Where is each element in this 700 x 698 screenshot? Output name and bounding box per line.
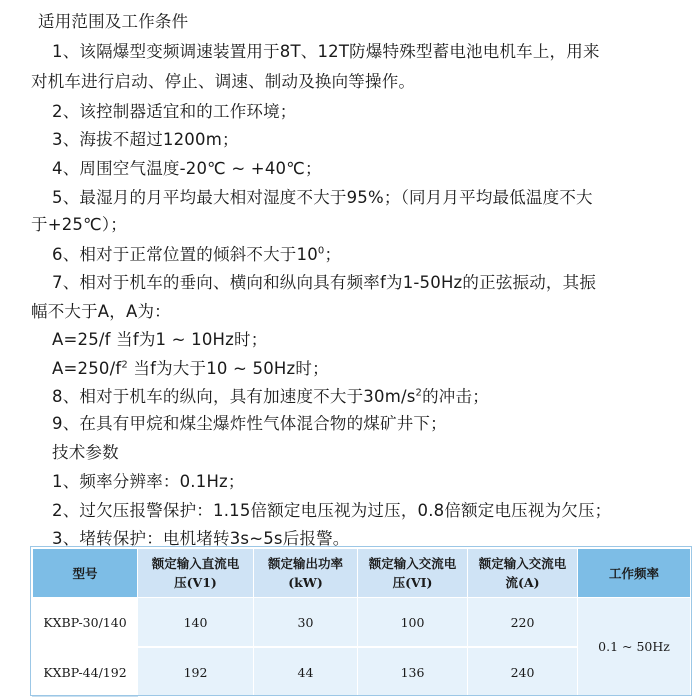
condition-7-line-1: 7、相对于机车的垂向、横向和纵向具有频率f为1-50Hz的正弦振动，其振: [52, 273, 597, 292]
header-ac-current-line-1: 额定输入交流电: [478, 556, 567, 571]
header-model: 型号: [33, 549, 138, 598]
tech-param-1: 1、频率分辨率：0.1Hz；: [52, 472, 245, 491]
cell-power: 44: [254, 647, 358, 697]
cell-model: KXBP-44/192: [33, 647, 138, 697]
header-dc-voltage: [138, 549, 254, 598]
header-ac-current-line-2: 流(A): [505, 575, 540, 590]
header-ac-voltage-line-2: 压(VI): [392, 575, 433, 590]
squared-superscript: 2: [121, 359, 128, 371]
condition-6: [52, 243, 341, 267]
acceleration-superscript: 2: [415, 387, 423, 399]
table-header-row: [33, 549, 691, 598]
condition-7-line-2: 幅不大于A，A为：: [31, 302, 171, 321]
condition-5-line-1: 5、最湿月的月平均最大相对湿度不大于95%；（同月月平均最低温度不大: [52, 188, 593, 207]
header-ac-voltage-line-1: 额定输入交流电: [368, 556, 457, 571]
cell-power: 30: [254, 598, 358, 648]
tech-param-2: 2、过欠压报警保护：1.15倍额定电压视为过压，0.8倍额定电压视为欠压；: [52, 501, 612, 520]
table-row: [33, 598, 691, 648]
header-freq: 工作频率: [578, 549, 691, 598]
condition-1-line-1: 1、该隔爆型变频调速装置用于8T、12T防爆特殊型蓄电池电机车上，用来: [52, 42, 600, 61]
condition-8-end: 的冲击；: [422, 387, 489, 406]
condition-9: 9、在具有甲烷和煤尘爆炸性气体混合物的煤矿井下；: [52, 414, 447, 433]
condition-4: 4、周围空气温度-20℃ ~ +40℃；: [52, 159, 322, 178]
header-dc-voltage-line-2: 压(V1): [174, 575, 217, 590]
amplitude-formula-2-text: 当f为大于10 ~ 50Hz时；: [127, 359, 329, 378]
condition-6-text: 6、相对于正常位置的倾斜不大于10: [52, 245, 318, 264]
section-heading: 适用范围及工作条件: [38, 12, 189, 31]
header-ac-current: [468, 549, 578, 598]
tech-title: 技术参数: [52, 443, 119, 462]
cell-model: KXBP-30/140: [33, 598, 138, 648]
cell-dc-voltage: 140: [138, 598, 254, 648]
condition-5-line-2: 于+25℃）；: [31, 215, 128, 234]
header-power-line-2: (kW): [288, 575, 323, 590]
header-power: [254, 549, 358, 598]
tech-param-3: 3、堵转保护：电机堵转3s~5s后报警。: [52, 529, 350, 548]
cell-ac-current: 240: [468, 647, 578, 697]
header-ac-voltage: [358, 549, 468, 598]
cell-ac-voltage: 100: [358, 598, 468, 648]
header-power-line-1: 额定输出功率: [267, 556, 343, 571]
condition-1-line-2: 对机车进行启动、停止、调速、制动及换向等操作。: [31, 72, 416, 91]
header-dc-voltage-line-1: 额定输入直流电: [151, 556, 240, 571]
condition-8: [52, 385, 489, 409]
cell-freq: 0.1 ~ 50Hz: [578, 598, 691, 697]
cell-ac-voltage: 136: [358, 647, 468, 697]
spec-table: [32, 548, 691, 698]
amplitude-formula-2-base: A=250/f: [52, 359, 122, 378]
condition-6-end: ；: [324, 245, 342, 264]
amplitude-formula-1: A=25/f 当f为1 ~ 10Hz时；: [52, 330, 268, 349]
condition-3: 3、海拔不超过1200m；: [52, 130, 239, 149]
cell-dc-voltage: 192: [138, 647, 254, 697]
amplitude-formula-2: [52, 357, 329, 381]
degree-superscript: 0: [317, 245, 325, 257]
condition-2: 2、该控制器适宜和的工作环境；: [52, 102, 297, 121]
condition-8-text: 8、相对于机车的纵向，具有加速度不大于30m/s: [52, 387, 416, 406]
cell-ac-current: 220: [468, 598, 578, 648]
